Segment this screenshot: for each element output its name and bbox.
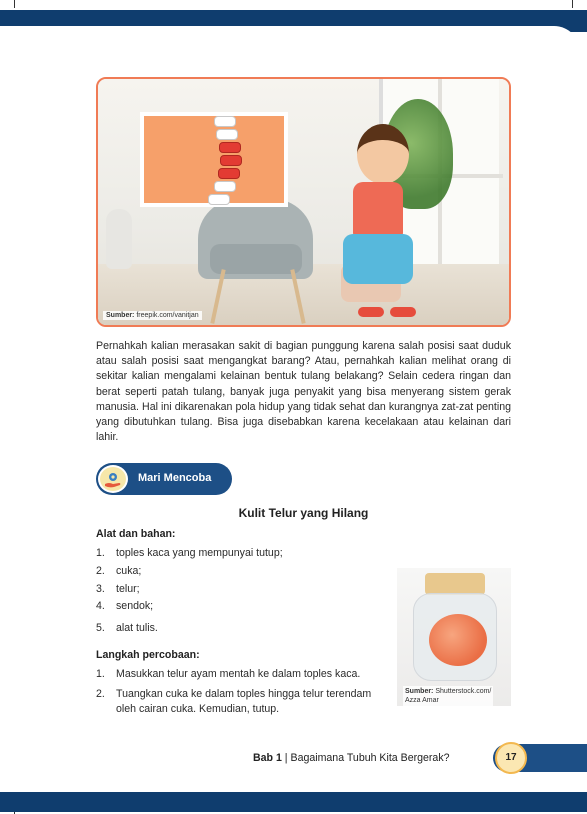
activity-title: Kulit Telur yang Hilang [238, 506, 369, 520]
girl-legs [343, 234, 413, 284]
shoe [390, 307, 416, 317]
page-number: 17 [495, 742, 527, 774]
egg [429, 614, 487, 666]
crop-mark [14, 0, 15, 8]
list-item: 2. Tuangkan cuka ke dalam toples hingga telur terendam [96, 688, 372, 700]
list-item: 3. telur; [96, 583, 140, 595]
vase [106, 209, 132, 269]
photo-source: Sumber: Shutterstock.com/ Azza Amar [405, 688, 492, 704]
spine-poster [140, 112, 288, 207]
chapter-footer: Bab 1 | Bagaimana Tubuh Kita Bergerak? [253, 752, 450, 764]
illustration-source: Sumber: freepik.com/vanitjan [103, 311, 202, 320]
egg-jar-photo [397, 568, 511, 706]
spine-graphic [214, 116, 234, 211]
footer-band [0, 792, 587, 812]
shoe [358, 307, 384, 317]
hand-gear-icon [98, 465, 128, 493]
jar-lid [425, 573, 485, 595]
list-item: 5. alat tulis. [96, 622, 158, 634]
badge-label: Mari Mencoba [138, 472, 212, 484]
list-item: 1. Masukkan telur ayam mentah ke dalam toples kaca. [96, 668, 361, 680]
list-item-continuation: oleh cairan cuka. Kemudian, tutup. [116, 703, 280, 715]
intro-paragraph: Pernahkah kalian merasakan sakit di bagian punggung karena salah posisi saat duduk atau salah posisi saat mengangkat barang? Atau, pernahkah kalian melihat orang di sekitar kalian mengalami kelainan bentuk tulang belakang? Selain cedera ringan dan berat seperti patah tulang, banyak juga penyakit yang bisa menyerang sistem gerak manusia. Hal ini dikarenakan pola hidup yang tidak sehat dan kurangnya zat-zat penting yang dibutuhkan tulang. Bisa juga disebabkan karena kecelakaan atau kelainan dari lahir. [96, 340, 511, 444]
girl-body [353, 182, 403, 237]
girl-head [357, 124, 409, 184]
list-item: 2. cuka; [96, 565, 142, 577]
list-item: 4. sendok; [96, 600, 154, 612]
crop-mark [572, 0, 573, 8]
list-item: 1. toples kaca yang mempunyai tutup; [96, 547, 283, 559]
steps-heading: Langkah percobaan: [96, 649, 200, 661]
materials-heading: Alat dan bahan: [96, 528, 176, 540]
mari-mencoba-badge [96, 463, 232, 495]
back-pain-illustration [96, 77, 511, 327]
